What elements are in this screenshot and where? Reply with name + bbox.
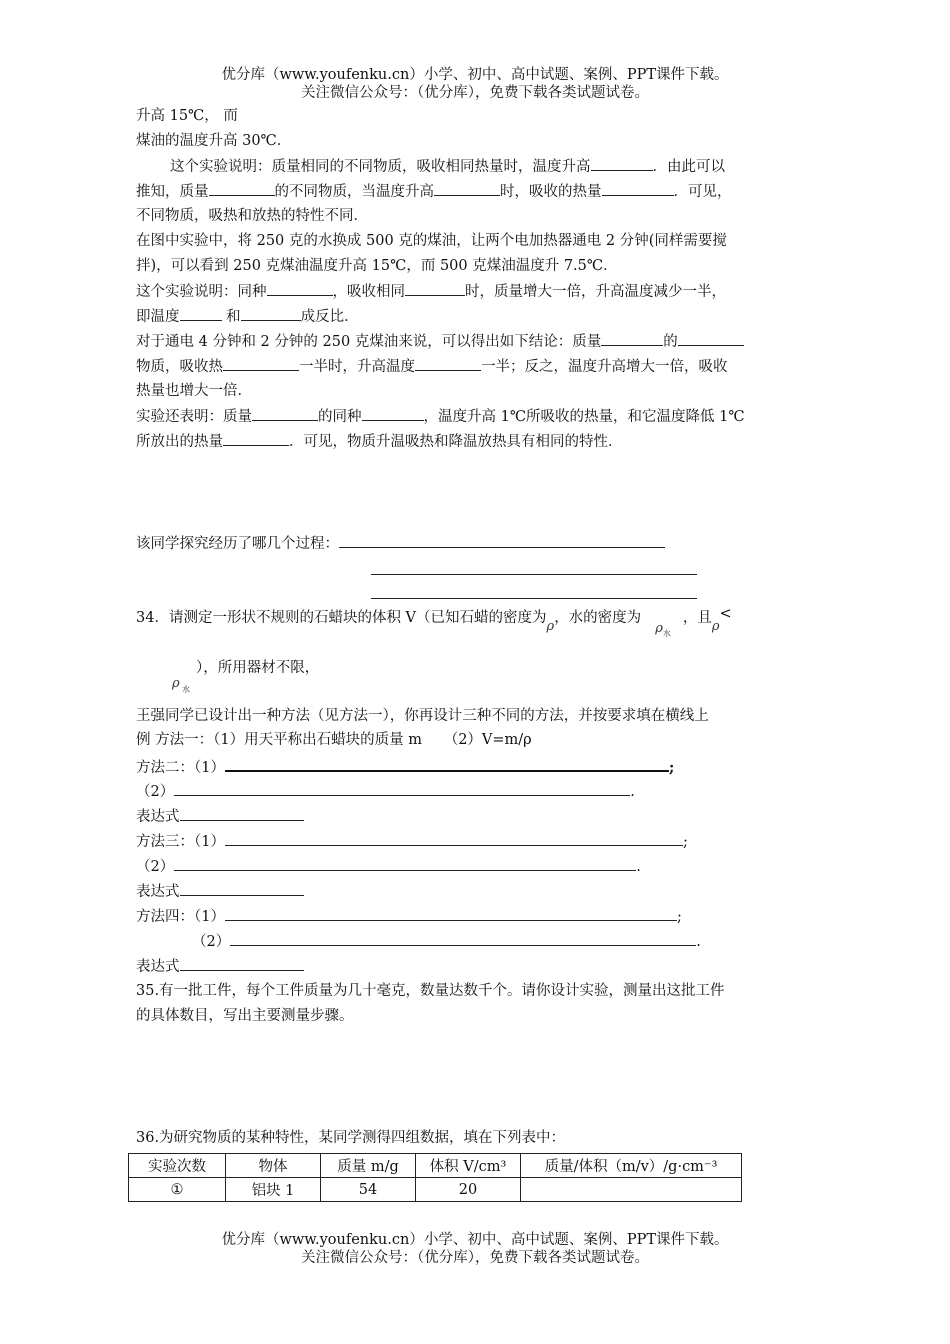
fill-blank[interactable]	[434, 181, 500, 196]
less-than: <	[719, 606, 732, 622]
answer-line[interactable]	[225, 756, 669, 772]
method-3-step-1	[136, 831, 688, 852]
text: （2）	[136, 784, 175, 800]
text: 方法三：（1）	[136, 834, 225, 850]
text: ，且	[682, 610, 712, 626]
header-line-1: 优分库（www.youfenku.cn）小学、初中、高中试题、案例、PPT课件下载。	[221, 67, 729, 83]
text: ），所用器材不限，	[196, 660, 320, 676]
rho-symbol: ρ	[711, 619, 720, 634]
text-line: 升高 15℃， 而	[136, 108, 238, 124]
answer-line[interactable]	[174, 856, 636, 871]
text: 实验还表明：质量	[136, 409, 252, 425]
text: .	[636, 859, 641, 875]
text-line	[136, 281, 726, 302]
answer-line[interactable]	[174, 781, 630, 796]
text: 34．请测定一形状不规则的石蜡块的体积 V（已知石蜡的密度为	[136, 610, 547, 626]
method-2-step-2	[136, 781, 635, 802]
footer-line-1: 优分库（www.youfenku.cn）小学、初中、高中试题、案例、PPT课件下载。	[221, 1232, 729, 1248]
answer-line[interactable]	[339, 533, 665, 548]
table-header-cell: 质量 m/g	[321, 1154, 416, 1178]
answer-line[interactable]	[225, 831, 683, 846]
text: 这个实验说明：质量相同的不同物质，吸收相同热量时，温度升高	[170, 159, 591, 175]
answer-line[interactable]	[371, 560, 697, 575]
rho-water-symbol: ρ	[172, 676, 180, 691]
text: 的同种	[318, 409, 362, 425]
text: 表达式	[136, 884, 180, 900]
text: 方法四：（1）	[136, 909, 225, 925]
header-line-2: 关注微信公众号：（优分库），免费下载各类试题试卷。	[301, 85, 649, 101]
text-line: 例 方法一：（1）用天平称出石蜡块的质量 m （2）V=m/ρ	[136, 732, 532, 748]
table-header-cell: 质量/体积（m/v）/g·cm⁻³	[521, 1154, 742, 1178]
text: 表达式	[136, 809, 180, 825]
text: 时，质量增大一倍，升高温度减少一半，	[465, 284, 726, 300]
text-line	[136, 306, 359, 327]
text: ，吸收相同	[332, 284, 405, 300]
text: .	[696, 934, 701, 950]
table-cell: 54	[321, 1178, 416, 1202]
data-table	[128, 1153, 742, 1202]
table-header-cell: 实验次数	[129, 1154, 226, 1178]
fill-blank[interactable]	[405, 281, 465, 296]
method-3-expression	[136, 881, 304, 902]
rho-water-symbol: ρ	[655, 621, 663, 636]
text: 的	[663, 334, 678, 350]
fill-blank[interactable]	[591, 156, 653, 171]
method-2-expression	[136, 806, 304, 827]
fill-blank[interactable]	[602, 181, 674, 196]
text: 成反比．	[300, 309, 359, 325]
text-line	[136, 431, 623, 452]
method-2-step-1	[136, 756, 674, 778]
text: ;	[682, 834, 688, 850]
text: ．由此可以	[652, 159, 725, 175]
fill-blank[interactable]	[362, 406, 424, 421]
fill-blank[interactable]	[223, 431, 289, 446]
fill-blank[interactable]	[223, 356, 299, 371]
table-cell: 铝块 1	[226, 1178, 321, 1202]
text-line: 不同物质，吸热和放热的特性不同．	[136, 208, 368, 224]
fill-blank[interactable]	[180, 306, 222, 321]
water-subscript: 水	[662, 629, 671, 638]
text: 方法二：（1）	[136, 760, 225, 776]
table-header-cell: 物体	[226, 1154, 321, 1178]
rho-symbol: ρ	[546, 619, 555, 634]
text-line	[136, 181, 732, 202]
text: 时，吸收的热量	[500, 184, 602, 200]
text: ;	[668, 759, 675, 776]
text-line	[136, 356, 728, 377]
q34-line-2	[172, 658, 320, 694]
text: ，水的密度为	[554, 610, 642, 626]
text: 这个实验说明：同种	[136, 284, 267, 300]
text: 该同学探究经历了哪几个过程：	[136, 536, 339, 552]
text-line	[170, 156, 725, 177]
text: 推知，质量	[136, 184, 209, 200]
text-line: 热量也增大一倍．	[136, 383, 252, 399]
method-3-step-2	[136, 856, 641, 877]
table-cell: ①	[129, 1178, 226, 1202]
text: ．可见，	[673, 184, 732, 200]
text: ，温度升高 1℃所吸收的热量，和它温度降低 1℃	[423, 409, 745, 425]
text: 一半；反之，温度升高增大一倍，吸收	[481, 359, 728, 375]
water-subscript: 水	[182, 685, 190, 694]
text-line	[136, 406, 745, 427]
answer-line[interactable]	[230, 931, 696, 946]
text: 和	[226, 309, 241, 325]
fill-blank[interactable]	[601, 331, 663, 346]
method-4-step-2	[192, 931, 701, 952]
text: ;	[676, 909, 682, 925]
fill-blank[interactable]	[252, 406, 318, 421]
text: 表达式	[136, 959, 180, 975]
text-line: 拌)，可以看到 250 克煤油温度升高 15℃，而 500 克煤油温度升 7.5℃．	[136, 258, 618, 274]
text: 一半时，升高温度	[299, 359, 415, 375]
method-4-step-1	[136, 906, 682, 927]
fill-blank[interactable]	[267, 281, 333, 296]
text: 即温度	[136, 309, 180, 325]
fill-blank[interactable]	[209, 181, 275, 196]
text-line	[136, 331, 744, 352]
table-row	[129, 1178, 742, 1202]
process-question	[136, 533, 665, 554]
table-cell: 20	[416, 1178, 521, 1202]
text: 物质，吸收热	[136, 359, 223, 375]
footer-line-2: 关注微信公众号：（优分库），免费下载各类试题试卷。	[301, 1250, 649, 1266]
fill-blank[interactable]	[678, 331, 744, 346]
text: .	[630, 784, 635, 800]
answer-line[interactable]	[180, 806, 304, 821]
answer-line[interactable]	[371, 584, 697, 599]
table-cell[interactable]	[521, 1178, 742, 1202]
text: （2）	[192, 934, 231, 950]
q35-line-1: 35.有一批工件，每个工件质量为几十毫克，数量达数千个。请你设计实验，测量出这批工件	[136, 983, 725, 999]
q34-line-1	[136, 606, 732, 638]
fill-blank[interactable]	[241, 306, 301, 321]
text: 的不同物质，当温度升高	[274, 184, 434, 200]
fill-blank[interactable]	[415, 356, 481, 371]
text: （2）	[136, 859, 175, 875]
text-line: 煤油的温度升高 30℃．	[136, 133, 292, 149]
table-header-cell: 体积 V/cm³	[416, 1154, 521, 1178]
answer-line[interactable]	[225, 906, 677, 921]
table-header-row	[129, 1154, 742, 1178]
text: 对于通电 4 分钟和 2 分钟的 250 克煤油来说，可以得出如下结论：质量	[136, 334, 602, 350]
answer-line[interactable]	[180, 956, 304, 971]
text-line: 在图中实验中，将 250 克的水换成 500 克的煤油，让两个电加热器通电 2 分钟(同样需要搅	[136, 233, 727, 249]
method-4-expression	[136, 956, 304, 977]
q35-line-2: 的具体数目，写出主要测量步骤。	[136, 1008, 354, 1024]
text-line: 王强同学已设计出一种方法（见方法一），你再设计三种不同的方法，并按要求填在横线上	[136, 708, 709, 724]
q36-line-1: 36.为研究物质的某种特性，某同学测得四组数据，填在下列表中：	[136, 1130, 566, 1146]
text: 所放出的热量	[136, 434, 223, 450]
text: ．可见，物质升温吸热和降温放热具有相同的特性．	[289, 434, 623, 450]
answer-line[interactable]	[180, 881, 304, 896]
